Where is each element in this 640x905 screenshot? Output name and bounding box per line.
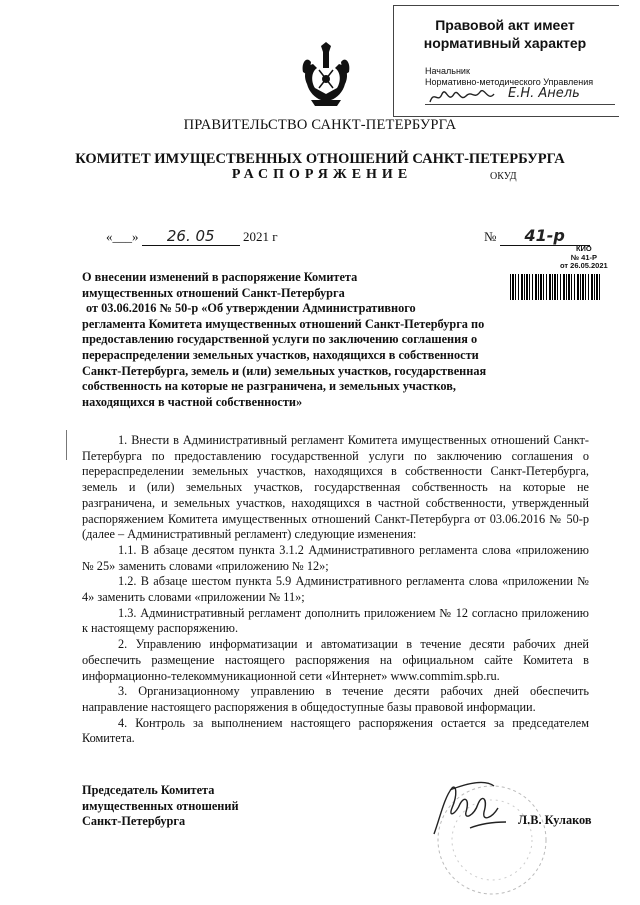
title-line: находящихся в частной собственности» [82,394,303,409]
signer-title-line: имущественных отношений [82,798,239,813]
number-sign: № [484,229,497,244]
number-handwritten: 41-р [524,226,565,245]
title-line: имущественных отношений Санкт-Петербурга [82,285,345,300]
body-paragraph: 1.2. В абзаце шестом пункта 5.9 Административного регламента слова «приложении № 4» заменить словами «приложении № 11»; [82,574,589,605]
registration-line: № 41-Р [570,252,597,262]
title-line: О внесении изменений в распоряжение Комитета [82,270,358,284]
document-type: РАСПОРЯЖЕНИЕ [231,167,413,182]
signer-name: Л.В. Кулаков [518,813,592,827]
body-paragraph: 4. Контроль за выполнением настоящего распоряжения остается за председателем Комитета. [82,715,589,746]
title-line: регламента Комитета имущественных отношений Санкт-Петербурга по [82,316,485,331]
document-title [82,270,512,410]
body-paragraph: 1. Внести в Административный регламент Комитета имущественных отношений Санкт-Петербурга по предоставлению государственной услуги по заключению соглашения о перераспределении земельных участков, находящихся в собственности Санкт-Петербурга, земель и (или) земельных участков, государственная собственность на которые не разграничена, и земельных участков, находящихся в частной собственности, утвержденный распоряжением Комитета имущественных отношений Санкт-Петербурга от 03.06.2016 № 50-р (далее – Административный регламент) следующие изменения: [82,433,589,542]
date-day-placeholder: «___» [106,229,139,244]
stamp-title-line: Правовой акт имеет [435,17,575,33]
stamp-position-line: Начальник [425,66,470,76]
stamp-handwritten-signature [428,82,503,108]
document-body [82,433,589,747]
handwritten-signature [430,778,520,838]
stamp-title-line: нормативный характер [423,35,587,51]
body-paragraph: 1.3. Административный регламент дополнить приложением № 12 согласно приложению к настоящему распоряжению. [82,605,589,636]
body-paragraph: 1.1. В абзаце десятом пункта 3.1.2 Административного регламента слова «приложению № 25» заменить словами «приложению № 12»; [82,542,589,573]
title-line: Санкт-Петербурга, земель и (или) земельных участков, государственная [82,363,487,378]
document-number-field [484,226,590,246]
body-paragraph: 3. Организационному управлению в течение десяти рабочих дней обеспечить направление настоящего распоряжения в общедоступные базы правовой информации. [82,684,589,714]
barcode-icon [510,274,600,300]
registration-line: от 26.05.2021 [560,261,608,270]
stamp-position-line: Нормативно-методического Управления [425,77,594,87]
okud-label: ОКУД [490,171,517,182]
government-header: ПРАВИТЕЛЬСТВО САНКТ-ПЕТЕРБУРГА [183,117,457,133]
signer-title-line: Санкт-Петербурга [82,814,186,829]
body-paragraph: 2. Управлению информатизации и автоматизации в течение десяти рабочих дней обеспечить размещение настоящего распоряжения на официальном сайте Комитета в информационно-телекоммуникационной сети «Интернет» www.commim.spb.ru. [82,637,589,683]
title-line: перераспределении земельных участков, находящихся в собственности [82,347,479,362]
date-field [106,227,278,246]
stamp-signature-text: Е.Н. Анель [508,86,580,101]
margin-mark [66,430,67,460]
registration-mark [560,245,608,271]
committee-header: КОМИТЕТ ИМУЩЕСТВЕННЫХ ОТНОШЕНИЙ САНКТ-ПЕТЕРБУРГА [75,151,565,167]
date-handwritten: 26. 05 [166,227,215,245]
registration-line: КИО [575,244,592,253]
title-line: от 03.06.2016 № 50-р «Об утверждении Административного [86,301,416,316]
date-year: 2021 г [243,229,278,244]
coat-of-arms-emblem [301,42,351,108]
signer-title [82,783,239,830]
title-line: предоставлению государственной услуги по заключению соглашения о [82,332,478,347]
signer-title-line: Председатель Комитета [82,783,215,797]
stamp-title [405,16,605,52]
title-line: собственность на которые не разграничена, и земельных участков, [82,379,456,394]
